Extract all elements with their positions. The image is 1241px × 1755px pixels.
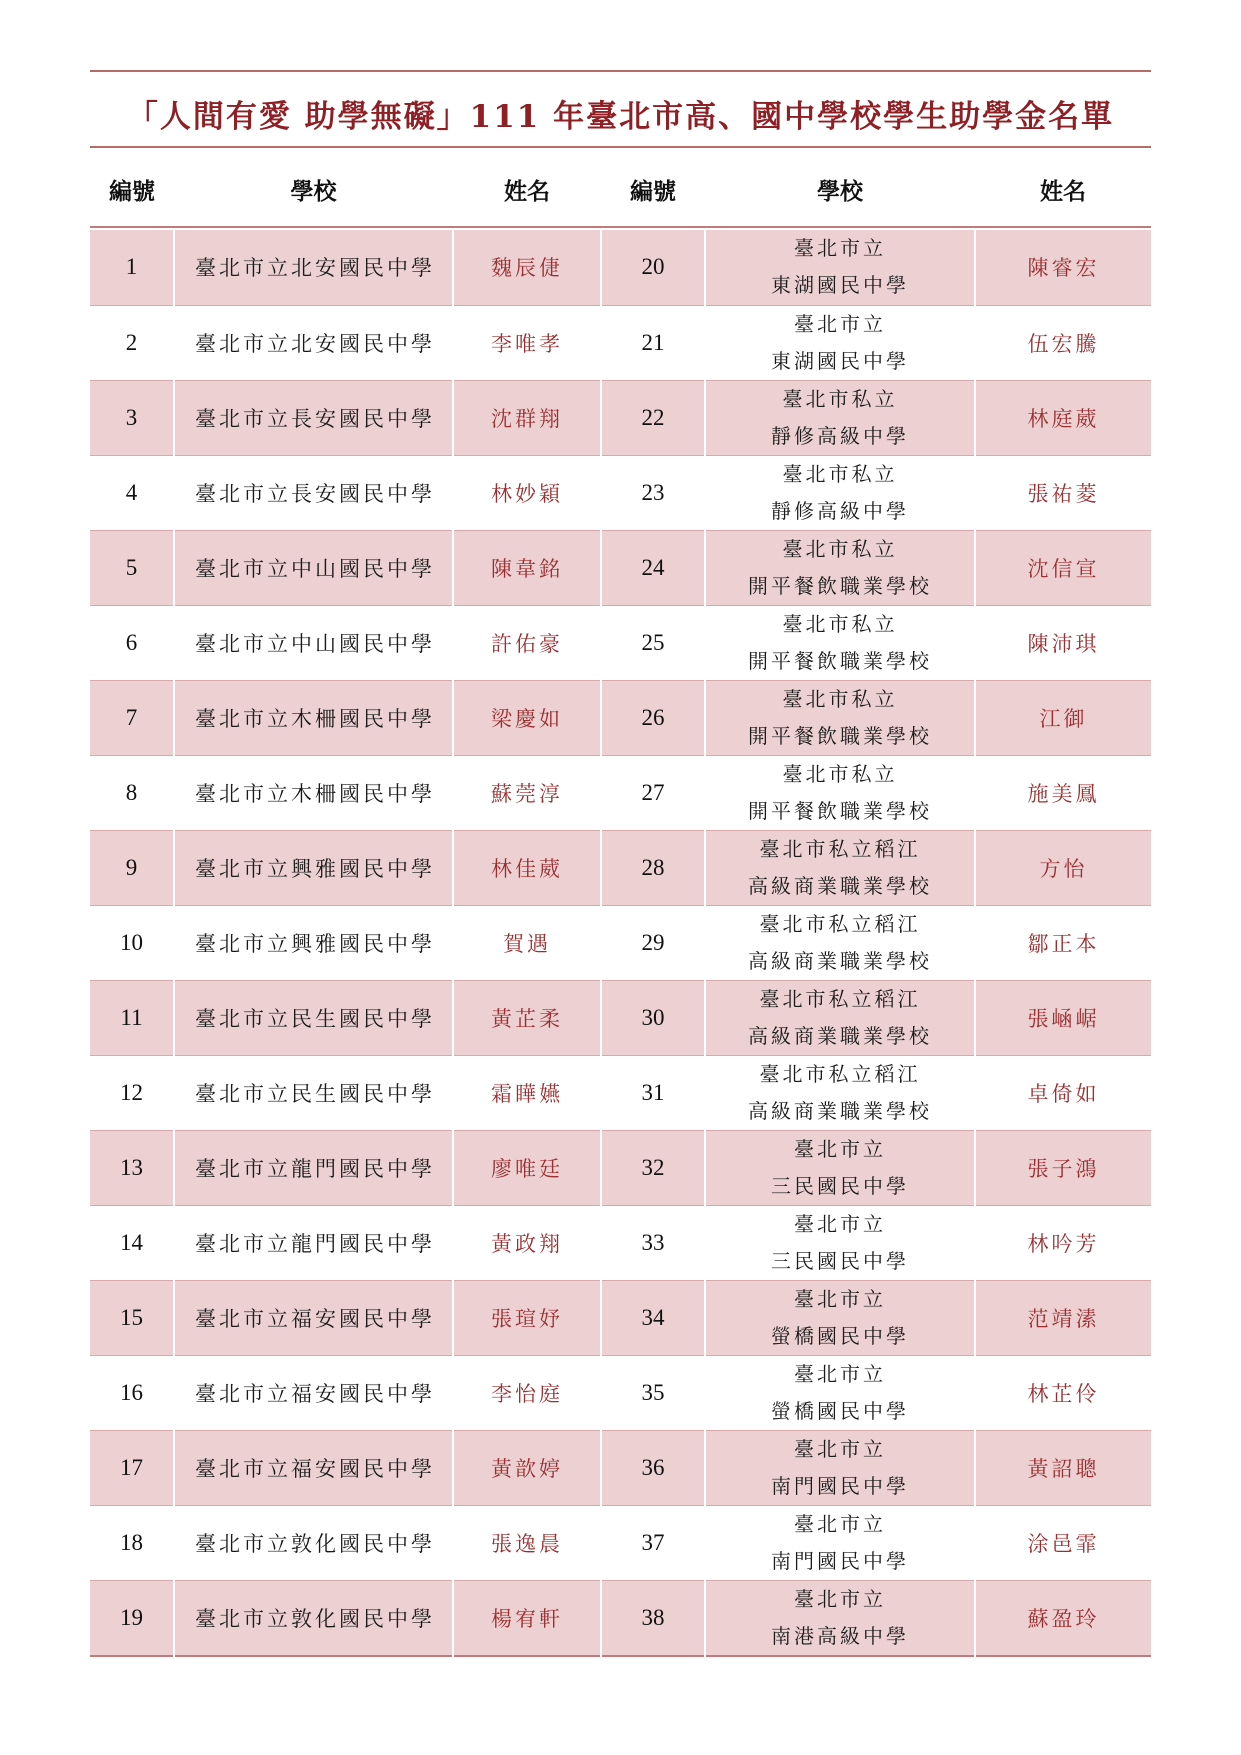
- school-right-line1: 臺北市立: [794, 1586, 886, 1611]
- number-right: 32: [601, 1130, 705, 1205]
- table-row: [90, 1055, 1151, 1130]
- student-name-left: 李唯孝: [453, 305, 601, 380]
- header-number-right: 編號: [601, 152, 705, 227]
- school-right-line2: 靜修高級中學: [771, 423, 909, 448]
- school-right-line1: 臺北市立: [794, 1361, 886, 1386]
- school-right-line2: 開平餐飲職業學校: [748, 723, 932, 748]
- student-name-right: 鄒正本: [975, 905, 1151, 980]
- student-name-right: 卓倚如: [975, 1055, 1151, 1130]
- number-left: 1: [90, 230, 174, 305]
- number-right: 37: [601, 1505, 705, 1580]
- table-row: [90, 605, 1151, 680]
- school-right: [705, 755, 975, 830]
- student-name-left: 霜瞱嬿: [453, 1055, 601, 1130]
- school-left: 臺北市立木柵國民中學: [174, 680, 453, 755]
- table-row: [90, 1130, 1151, 1205]
- school-left: 臺北市立福安國民中學: [174, 1430, 453, 1505]
- student-name-left: 魏辰倢: [453, 230, 601, 305]
- school-right-line2: 三民國民中學: [771, 1173, 909, 1198]
- number-left: 11: [90, 980, 174, 1055]
- school-left: 臺北市立木柵國民中學: [174, 755, 453, 830]
- school-right: [705, 230, 975, 305]
- number-right: 38: [601, 1580, 705, 1656]
- header-number-left: 編號: [90, 152, 174, 227]
- table-row: [90, 380, 1151, 455]
- school-right-line2: 高級商業職業學校: [748, 873, 932, 898]
- student-name-left: 蘇莞淳: [453, 755, 601, 830]
- school-left: 臺北市立長安國民中學: [174, 455, 453, 530]
- school-left: 臺北市立敦化國民中學: [174, 1580, 453, 1656]
- school-right-line2: 南港高級中學: [771, 1623, 909, 1648]
- number-right: 24: [601, 530, 705, 605]
- number-right: 27: [601, 755, 705, 830]
- student-name-right: 林芷伶: [975, 1355, 1151, 1430]
- table-row: [90, 755, 1151, 830]
- table-row: [90, 1205, 1151, 1280]
- school-right: [705, 680, 975, 755]
- school-right: [705, 1580, 975, 1656]
- number-left: 18: [90, 1505, 174, 1580]
- number-right: 30: [601, 980, 705, 1055]
- number-right: 20: [601, 230, 705, 305]
- number-left: 10: [90, 905, 174, 980]
- school-right-line2: 螢橋國民中學: [771, 1398, 909, 1423]
- number-left: 4: [90, 455, 174, 530]
- school-right: [705, 305, 975, 380]
- school-right-line1: 臺北市私立稻江: [759, 1061, 921, 1086]
- school-right-line1: 臺北市立: [794, 1436, 886, 1461]
- number-left: 15: [90, 1280, 174, 1355]
- title-bottom-rule: [90, 146, 1151, 148]
- student-name-right: 林吟芳: [975, 1205, 1151, 1280]
- student-name-left: 沈群翔: [453, 380, 601, 455]
- table-row: [90, 830, 1151, 905]
- school-left: 臺北市立龍門國民中學: [174, 1205, 453, 1280]
- student-name-left: 許佑豪: [453, 605, 601, 680]
- school-right-line1: 臺北市私立稻江: [759, 986, 921, 1011]
- school-left: 臺北市立北安國民中學: [174, 230, 453, 305]
- student-name-left: 梁慶如: [453, 680, 601, 755]
- student-name-right: 黃詔聰: [975, 1430, 1151, 1505]
- student-name-right: 陳沛琪: [975, 605, 1151, 680]
- school-right-line2: 高級商業職業學校: [748, 1098, 932, 1123]
- school-left: 臺北市立福安國民中學: [174, 1355, 453, 1430]
- number-right: 33: [601, 1205, 705, 1280]
- number-right: 36: [601, 1430, 705, 1505]
- number-left: 14: [90, 1205, 174, 1280]
- school-right-line2: 螢橋國民中學: [771, 1323, 909, 1348]
- school-right-line1: 臺北市立: [794, 1136, 886, 1161]
- number-left: 7: [90, 680, 174, 755]
- number-right: 25: [601, 605, 705, 680]
- table-row: [90, 230, 1151, 305]
- school-right: [705, 1280, 975, 1355]
- student-name-left: 陳韋銘: [453, 530, 601, 605]
- student-name-left: 林佳葳: [453, 830, 601, 905]
- school-left: 臺北市立中山國民中學: [174, 530, 453, 605]
- school-left: 臺北市立北安國民中學: [174, 305, 453, 380]
- student-name-right: 沈信宣: [975, 530, 1151, 605]
- school-left: 臺北市立中山國民中學: [174, 605, 453, 680]
- page-title: 「人間有愛 助學無礙」111 年臺北市高、國中學校學生助學金名單: [126, 98, 1115, 135]
- student-name-left: 張瑄妤: [453, 1280, 601, 1355]
- table-row: [90, 455, 1151, 530]
- number-left: 8: [90, 755, 174, 830]
- number-right: 29: [601, 905, 705, 980]
- school-left: 臺北市立興雅國民中學: [174, 905, 453, 980]
- school-right-line1: 臺北市立: [794, 1211, 886, 1236]
- student-name-right: 伍宏騰: [975, 305, 1151, 380]
- school-right-line2: 靜修高級中學: [771, 498, 909, 523]
- number-right: 26: [601, 680, 705, 755]
- table-row: [90, 1580, 1151, 1656]
- school-right: [705, 1430, 975, 1505]
- school-right: [705, 530, 975, 605]
- number-right: 23: [601, 455, 705, 530]
- student-name-right: 方怡: [975, 830, 1151, 905]
- number-left: 2: [90, 305, 174, 380]
- school-right: [705, 1130, 975, 1205]
- school-right-line2: 開平餐飲職業學校: [748, 798, 932, 823]
- school-left: 臺北市立長安國民中學: [174, 380, 453, 455]
- school-right-line2: 東湖國民中學: [771, 348, 909, 373]
- student-name-right: 江御: [975, 680, 1151, 755]
- student-name-right: 張祐菱: [975, 455, 1151, 530]
- school-left: 臺北市立民生國民中學: [174, 980, 453, 1055]
- school-right-line1: 臺北市私立: [782, 461, 898, 486]
- school-right-line1: 臺北市私立稻江: [759, 836, 921, 861]
- school-right-line2: 東湖國民中學: [771, 273, 909, 298]
- student-name-right: 陳睿宏: [975, 230, 1151, 305]
- student-name-right: 蘇盈玲: [975, 1580, 1151, 1656]
- header-name-left: 姓名: [453, 152, 601, 227]
- school-right-line2: 三民國民中學: [771, 1248, 909, 1273]
- school-right-line1: 臺北市私立: [782, 761, 898, 786]
- school-right-line1: 臺北市私立: [782, 686, 898, 711]
- table-row: [90, 305, 1151, 380]
- school-right-line2: 南門國民中學: [771, 1548, 909, 1573]
- table-row: [90, 1280, 1151, 1355]
- header-school-left: 學校: [174, 152, 453, 227]
- school-left: 臺北市立興雅國民中學: [174, 830, 453, 905]
- student-name-left: 黃歆婷: [453, 1430, 601, 1505]
- school-right: [705, 605, 975, 680]
- school-left: 臺北市立敦化國民中學: [174, 1505, 453, 1580]
- school-right: [705, 380, 975, 455]
- table-row: [90, 1505, 1151, 1580]
- number-left: 19: [90, 1580, 174, 1656]
- number-right: 34: [601, 1280, 705, 1355]
- school-right-line1: 臺北市立: [794, 236, 886, 261]
- number-left: 16: [90, 1355, 174, 1430]
- school-left: 臺北市立福安國民中學: [174, 1280, 453, 1355]
- school-right-line2: 高級商業職業學校: [748, 1023, 932, 1048]
- school-right-line1: 臺北市立: [794, 1286, 886, 1311]
- school-right: [705, 830, 975, 905]
- table-row: [90, 530, 1151, 605]
- school-left: 臺北市立民生國民中學: [174, 1055, 453, 1130]
- student-name-right: 范靖溸: [975, 1280, 1151, 1355]
- student-name-right: 施美鳳: [975, 755, 1151, 830]
- school-right-line1: 臺北市私立: [782, 536, 898, 561]
- scholarship-table: [90, 152, 1151, 1657]
- school-right: [705, 1505, 975, 1580]
- number-left: 3: [90, 380, 174, 455]
- school-right-line2: 南門國民中學: [771, 1473, 909, 1498]
- school-right: [705, 1355, 975, 1430]
- student-name-left: 賀遇: [453, 905, 601, 980]
- table-row: [90, 905, 1151, 980]
- student-name-left: 黃芷柔: [453, 980, 601, 1055]
- number-left: 13: [90, 1130, 174, 1205]
- school-right-line1: 臺北市私立: [782, 611, 898, 636]
- header-name-right: 姓名: [975, 152, 1151, 227]
- school-right-line2: 開平餐飲職業學校: [748, 573, 932, 598]
- table-row: [90, 1355, 1151, 1430]
- number-right: 31: [601, 1055, 705, 1130]
- number-left: 5: [90, 530, 174, 605]
- table-row: [90, 980, 1151, 1055]
- school-right: [705, 1205, 975, 1280]
- school-right-line1: 臺北市立: [794, 1511, 886, 1536]
- school-right-line2: 高級商業職業學校: [748, 948, 932, 973]
- student-name-left: 李怡庭: [453, 1355, 601, 1430]
- number-left: 6: [90, 605, 174, 680]
- school-right-line1: 臺北市私立稻江: [759, 911, 921, 936]
- number-left: 9: [90, 830, 174, 905]
- student-name-left: 林妙穎: [453, 455, 601, 530]
- school-right: [705, 455, 975, 530]
- student-name-left: 廖唯廷: [453, 1130, 601, 1205]
- number-right: 21: [601, 305, 705, 380]
- school-right-line1: 臺北市立: [794, 311, 886, 336]
- header-school-right: 學校: [705, 152, 975, 227]
- student-name-left: 楊宥軒: [453, 1580, 601, 1656]
- number-right: 35: [601, 1355, 705, 1430]
- student-name-right: 張子鴻: [975, 1130, 1151, 1205]
- number-left: 12: [90, 1055, 174, 1130]
- school-right-line1: 臺北市私立: [782, 386, 898, 411]
- number-right: 28: [601, 830, 705, 905]
- student-name-right: 張崡崌: [975, 980, 1151, 1055]
- school-right: [705, 980, 975, 1055]
- header-row: [90, 152, 1151, 227]
- table-row: [90, 680, 1151, 755]
- number-left: 17: [90, 1430, 174, 1505]
- student-name-left: 黃政翔: [453, 1205, 601, 1280]
- student-name-right: 涂邑霏: [975, 1505, 1151, 1580]
- school-right-line2: 開平餐飲職業學校: [748, 648, 932, 673]
- number-right: 22: [601, 380, 705, 455]
- student-name-right: 林庭葳: [975, 380, 1151, 455]
- school-right: [705, 1055, 975, 1130]
- student-name-left: 張逸晨: [453, 1505, 601, 1580]
- school-right: [705, 905, 975, 980]
- table-row: [90, 1430, 1151, 1505]
- school-left: 臺北市立龍門國民中學: [174, 1130, 453, 1205]
- title-top-rule: [90, 70, 1151, 72]
